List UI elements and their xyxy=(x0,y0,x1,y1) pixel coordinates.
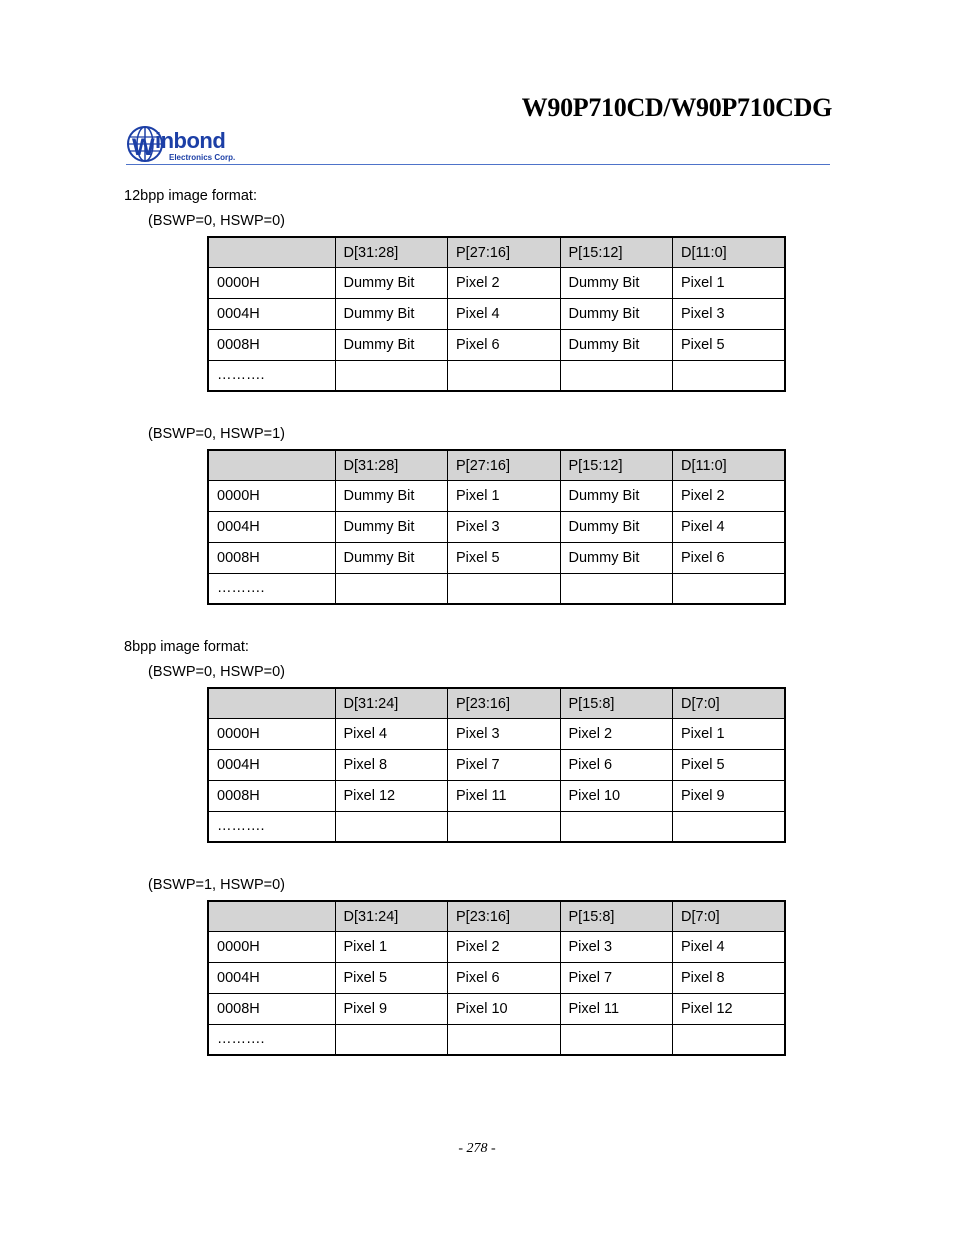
table-cell: Pixel 3 xyxy=(673,299,786,330)
column-header xyxy=(208,450,335,481)
table-cell: Pixel 8 xyxy=(335,750,448,781)
column-header: P[23:16] xyxy=(448,688,561,719)
table-cell: Pixel 1 xyxy=(673,719,786,750)
winbond-logo xyxy=(126,125,256,167)
table-cell xyxy=(673,360,786,391)
table-cell xyxy=(673,811,786,842)
table-cell: Pixel 4 xyxy=(673,512,786,543)
table-cell: Pixel 9 xyxy=(335,993,448,1024)
table-row xyxy=(208,993,785,1024)
table-row xyxy=(208,329,785,360)
column-header: D[11:0] xyxy=(673,450,786,481)
table-cell: Pixel 3 xyxy=(448,719,561,750)
table-row xyxy=(208,542,785,573)
table-cell xyxy=(560,360,673,391)
table-cell: Pixel 10 xyxy=(560,780,673,811)
table-cell: Pixel 10 xyxy=(448,993,561,1024)
table-cell: Pixel 3 xyxy=(560,932,673,963)
table-row xyxy=(208,299,785,330)
column-header: P[27:16] xyxy=(448,450,561,481)
table-cell: Pixel 2 xyxy=(448,932,561,963)
table-cell: Pixel 1 xyxy=(448,481,561,512)
table-cell: Pixel 5 xyxy=(448,542,561,573)
address-cell: 0004H xyxy=(208,512,335,543)
address-cell: 0008H xyxy=(208,542,335,573)
table-cell: Pixel 8 xyxy=(673,963,786,994)
table-cell: Pixel 12 xyxy=(673,993,786,1024)
table-row xyxy=(208,963,785,994)
table-cell: Pixel 6 xyxy=(448,329,561,360)
table-cell: Pixel 6 xyxy=(448,963,561,994)
section-heading-12bpp: 12bpp image format: xyxy=(124,188,257,204)
address-cell: 0000H xyxy=(208,719,335,750)
address-cell: ………. xyxy=(208,811,335,842)
table-cell: Pixel 2 xyxy=(448,268,561,299)
table-cell: Pixel 4 xyxy=(448,299,561,330)
table-cell: Pixel 1 xyxy=(673,268,786,299)
address-cell: 0004H xyxy=(208,963,335,994)
table-row xyxy=(208,512,785,543)
table-header-row xyxy=(208,688,785,719)
logo-subtitle: Electronics Corp. xyxy=(169,153,236,162)
table-cell: Pixel 2 xyxy=(673,481,786,512)
table-caption: (BSWP=0, HSWP=0) xyxy=(148,664,285,680)
column-header: P[15:12] xyxy=(560,237,673,268)
table-cell: Dummy Bit xyxy=(560,268,673,299)
table-caption: (BSWP=0, HSWP=0) xyxy=(148,213,285,229)
table-cell: Dummy Bit xyxy=(560,542,673,573)
column-header: P[23:16] xyxy=(448,901,561,932)
table-row xyxy=(208,481,785,512)
address-cell: 0008H xyxy=(208,329,335,360)
table-cell xyxy=(560,573,673,604)
table-cell: Pixel 5 xyxy=(673,329,786,360)
column-header xyxy=(208,688,335,719)
table-header-row xyxy=(208,901,785,932)
table-cell xyxy=(448,811,561,842)
table-cell xyxy=(335,573,448,604)
address-cell: 0004H xyxy=(208,299,335,330)
table-cell xyxy=(448,573,561,604)
address-cell: 0000H xyxy=(208,932,335,963)
table-cell: Pixel 3 xyxy=(448,512,561,543)
column-header: P[27:16] xyxy=(448,237,561,268)
table-row xyxy=(208,1024,785,1055)
table-cell: Pixel 6 xyxy=(560,750,673,781)
address-cell: 0000H xyxy=(208,481,335,512)
table-cell: Dummy Bit xyxy=(335,329,448,360)
table-cell: Pixel 4 xyxy=(335,719,448,750)
logo-wordmark: inbond xyxy=(155,128,226,153)
table-cell: Dummy Bit xyxy=(335,542,448,573)
table-cell: Dummy Bit xyxy=(335,512,448,543)
table-cell: Dummy Bit xyxy=(560,329,673,360)
column-header: D[31:24] xyxy=(335,688,448,719)
table-cell: Pixel 5 xyxy=(673,750,786,781)
table-cell: Dummy Bit xyxy=(560,512,673,543)
table-cell: Pixel 5 xyxy=(335,963,448,994)
table-cell xyxy=(673,1024,786,1055)
table-caption: (BSWP=0, HSWP=1) xyxy=(148,426,285,442)
column-header xyxy=(208,237,335,268)
table-row xyxy=(208,750,785,781)
table-cell: Dummy Bit xyxy=(560,481,673,512)
column-header: D[7:0] xyxy=(673,901,786,932)
address-cell: 0008H xyxy=(208,993,335,1024)
page-number: - 278 - xyxy=(458,1141,496,1156)
table-cell xyxy=(335,360,448,391)
table-row xyxy=(208,719,785,750)
table-cell xyxy=(560,1024,673,1055)
address-cell: ………. xyxy=(208,1024,335,1055)
table-cell: Dummy Bit xyxy=(560,299,673,330)
header-rule xyxy=(126,164,830,165)
table-row xyxy=(208,268,785,299)
table-header-row xyxy=(208,237,785,268)
table-header-row xyxy=(208,450,785,481)
format-table xyxy=(207,687,786,843)
table-cell xyxy=(560,811,673,842)
table-cell: Dummy Bit xyxy=(335,481,448,512)
address-cell: ………. xyxy=(208,360,335,391)
table-cell xyxy=(335,1024,448,1055)
table-caption: (BSWP=1, HSWP=0) xyxy=(148,877,285,893)
format-table xyxy=(207,900,786,1056)
table-cell: Dummy Bit xyxy=(335,299,448,330)
column-header: D[31:28] xyxy=(335,237,448,268)
column-header: D[31:28] xyxy=(335,450,448,481)
address-cell: 0004H xyxy=(208,750,335,781)
table-row xyxy=(208,360,785,391)
format-table xyxy=(207,449,786,605)
column-header: D[7:0] xyxy=(673,688,786,719)
column-header: P[15:12] xyxy=(560,450,673,481)
table-cell: Pixel 9 xyxy=(673,780,786,811)
format-table xyxy=(207,236,786,392)
document-title: W90P710CD/W90P710CDG xyxy=(521,93,832,122)
section-heading-8bpp: 8bpp image format: xyxy=(124,639,249,655)
table-cell: Pixel 7 xyxy=(560,963,673,994)
table-row xyxy=(208,780,785,811)
table-cell: Pixel 11 xyxy=(448,780,561,811)
table-cell: Pixel 4 xyxy=(673,932,786,963)
table-cell xyxy=(448,1024,561,1055)
column-header xyxy=(208,901,335,932)
table-cell xyxy=(335,811,448,842)
svg-text:W: W xyxy=(132,134,155,161)
table-row xyxy=(208,932,785,963)
table-cell: Pixel 6 xyxy=(673,542,786,573)
table-row xyxy=(208,811,785,842)
table-cell: Dummy Bit xyxy=(335,268,448,299)
address-cell: ………. xyxy=(208,573,335,604)
table-cell: Pixel 2 xyxy=(560,719,673,750)
table-cell: Pixel 12 xyxy=(335,780,448,811)
table-cell xyxy=(673,573,786,604)
table-cell: Pixel 7 xyxy=(448,750,561,781)
address-cell: 0000H xyxy=(208,268,335,299)
column-header: P[15:8] xyxy=(560,901,673,932)
column-header: P[15:8] xyxy=(560,688,673,719)
table-cell xyxy=(448,360,561,391)
table-cell: Pixel 1 xyxy=(335,932,448,963)
address-cell: 0008H xyxy=(208,780,335,811)
table-cell: Pixel 11 xyxy=(560,993,673,1024)
table-row xyxy=(208,573,785,604)
column-header: D[31:24] xyxy=(335,901,448,932)
column-header: D[11:0] xyxy=(673,237,786,268)
